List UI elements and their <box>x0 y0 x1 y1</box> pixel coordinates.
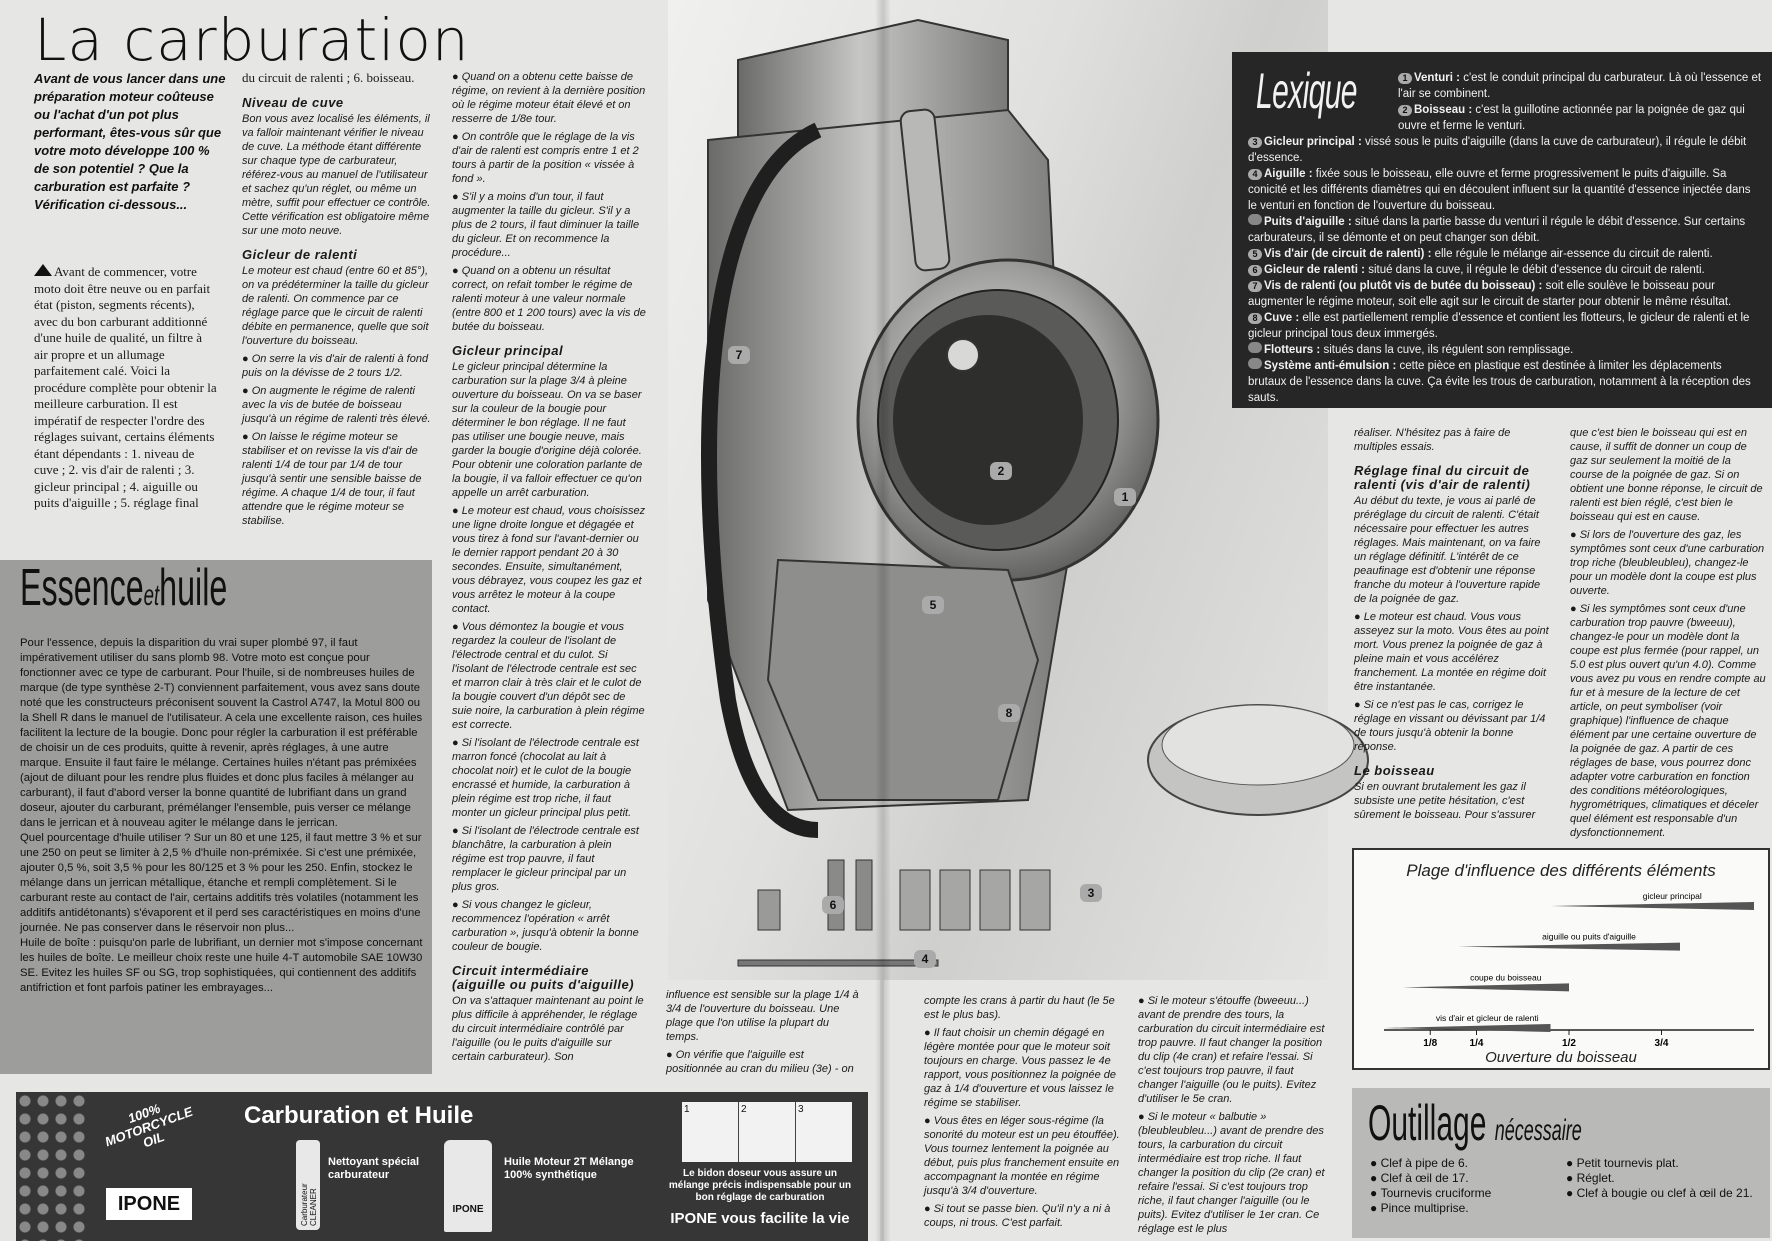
photo-label-1: 1 <box>1114 488 1136 506</box>
tool-item: ● Clef à bougie ou clef à œil de 21. <box>1566 1186 1766 1201</box>
influence-chart <box>1352 848 1770 1070</box>
carburetor-photo <box>668 0 1328 980</box>
banner-tagline: IPONE vous facilite la vie <box>670 1210 850 1227</box>
tool-item: ● Tournevis cruciforme <box>1370 1186 1560 1201</box>
tool-item: ● Clef à œil de 17. <box>1370 1171 1560 1186</box>
column-2-lead: du circuit de ralenti ; 6. boisseau. <box>242 70 415 85</box>
entry-number-icon: 3 <box>1248 137 1262 148</box>
bullet-item: ● Si l'isolant de l'électrode centrale est blanchâtre, la carburation à plein régime est trop pauvre, il faut remplacer le gicleur principal par un plus gros. <box>452 824 646 894</box>
carburetor-illustration <box>668 0 1328 980</box>
entry-definition: situé dans la cuve, il régule le débit d'essence du circuit de ralenti. <box>1368 264 1705 276</box>
step-2 <box>739 1102 796 1162</box>
entry-term: Puits d'aiguille : <box>1264 216 1352 228</box>
bullet-item: ● Si lors de l'ouverture des gaz, les symptômes sont ceux d'une carburation trop riche (bleubleubleu), changez-le pour un modèle dont la coupe est plus ouverte. <box>1570 528 1766 598</box>
heading-boisseau: Le boisseau <box>1354 763 1435 778</box>
bullet-item: ● Quand on a obtenu un résultat correct, on refait tomber le régime de ralenti moteur à une valeur normale (entre 800 et 1 200 tours) avec la vis de butée du boisseau. <box>452 264 646 334</box>
bullet-item: ● On contrôle que le réglage de la vis d'air de ralenti est compris entre 1 et 2 tours à partir de la position « vissée à fond ». <box>452 130 646 186</box>
paragraph: Le moteur est chaud (entre 60 et 85°), on va prédéterminer la taille du gicleur de ralenti. On commence par ce réglage parce que le circuit de ralenti débite en permanence, quelle que soit l'ouverture du boisseau. <box>242 265 429 347</box>
tool-item: ● Clef à pipe de 6. <box>1370 1156 1560 1171</box>
lexique-entry <box>1248 278 1762 310</box>
bullet-item: ● On serre la vis d'air de ralenti à fond puis on la dévisse de 2 tours 1/2. <box>242 352 432 380</box>
essence-huile-box <box>0 560 432 1074</box>
entry-number-icon: 1 <box>1398 73 1412 84</box>
ipone-logo <box>94 1102 204 1230</box>
paragraph: Quel pourcentage d'huile utiliser ? Sur un 80 et une 125, il faut mettre 3 % et sur une 250 on peut se limiter à 2,5 % d'huile non-prémixée. Si c'est une prémixée, ajouter 0,5 %, soit 3,5 % pour les 80/125 et 3 % pour les 250. Enfin, stockez le mélange dans un jerrican métallique, étanche et rempli complètement. Si le carburant reste au contact de l'air, certains additifs très volatiles (notamment les additifs antidétonants) s'évaporent et il perd ses caractéristiques en moins d'une journée. Ne pas conserver dans le réservoir non plus... <box>20 832 422 934</box>
heading-reglage-final: Réglage final du circuit de ralenti (vis d'air de ralenti) <box>1354 463 1531 492</box>
column-4 <box>666 988 862 1080</box>
steps-panel <box>682 1102 852 1162</box>
influence-bar <box>1403 983 1570 991</box>
paragraph: Au début du texte, je vous ai parlé de préréglage du circuit de ralenti. C'était nécessaire pour effectuer les autres réglages. Mais maintenant, on va faire un réglage définitif. L'intérêt de ce peaufinage est d'obtenir une réponse franche du moteur à l'ouverture rapide de la poignée de gaz. <box>1354 495 1541 605</box>
bullet-item: ● On augmente le régime de ralenti avec la vis de butée de boisseau jusqu'à un régime de ralenti très élevé. <box>242 384 432 426</box>
bullet-item: ● Si l'isolant de l'électrode centrale est marron foncé (chocolat au lait à chocolat noir) et le culot de la bougie encrassé et humide, la carburation à plein régime est trop riche, il faut monter un gicleur principal plus petit. <box>452 736 646 820</box>
paragraph: réaliser. N'hésitez pas à faire de multiples essais. <box>1354 427 1511 453</box>
photo-label-3: 3 <box>1080 884 1102 902</box>
column-3 <box>452 70 646 1068</box>
banner-title: Carburation et Huile <box>244 1102 474 1129</box>
bullet-item: ● On laisse le régime moteur se stabiliser et on revisse la vis d'air de ralenti 1/4 de tour par 1/4 de tour jusqu'à sentir une sensible baisse de régime. A chaque 1/4 de tour, il faut attendre que le régime moteur se stabilise. <box>242 430 432 528</box>
paragraph: Bon vous avez localisé les éléments, il va falloir maintenant vérifier le niveau de cuve. La méthode étant différente sur chaque type de carburateur, référez-vous au manuel de l'utilisateur et sachez qu'un réglet, ou même un mètre, suffit pour effectuer ce contrôle. Cette vérification est obligatoire même sur une moto neuve. <box>242 113 431 237</box>
photo-label-4: 4 <box>914 950 936 968</box>
lexique-box <box>1232 52 1772 408</box>
bullet-item: ● Le moteur est chaud. Vous vous asseyez sur la moto. Vous êtes au point mort. Vous prenez la poignée de gaz à pleine main et vous accélérez franchement. La montée en régime doit être instantanée. <box>1354 610 1550 694</box>
entry-definition: situé dans la partie basse du venturi il régule le débit d'essence. Sur certains carburateurs, il se démonte et on peut changer son débit. <box>1248 216 1746 244</box>
x-tick-label: 3/4 <box>1654 1038 1669 1049</box>
entry-term: Gicleur de ralenti : <box>1264 264 1365 276</box>
tool-list-right <box>1566 1156 1766 1201</box>
entry-number-icon: 4 <box>1248 169 1262 180</box>
bullet-item: ● On vérifie que l'aiguille est positionnée au cran du milieu (3e) - on <box>666 1048 862 1076</box>
column-1 <box>34 264 218 512</box>
ipone-logo-text: IPONE <box>106 1188 192 1220</box>
drop-cap-icon <box>34 264 52 276</box>
heading-niveau-cuve: Niveau de cuve <box>242 95 344 110</box>
bullet-item: ● Si tout se passe bien. Qu'il n'y a ni à coups, ni trous. C'est parfait. <box>924 1202 1120 1230</box>
lexique-list <box>1248 70 1762 406</box>
lexique-title: Lexique <box>1256 63 1357 119</box>
x-tick-label: 1/2 <box>1562 1038 1576 1049</box>
influence-bar <box>1551 902 1755 910</box>
column-6 <box>1138 994 1334 1240</box>
title-word: Essence <box>20 559 144 617</box>
lexique-entry <box>1248 262 1762 278</box>
column-1-text: Avant de commencer, votre moto doit être neuve ou en parfait état (piston, segments récents), avec du bon carburant additionné d'une huile de qualité, un filtre à air propre et un allumage parfaitement calé. Voici la procédure complète pour obtenir la meilleure carburation. Il est impératif de respecter l'ordre des réglages suivant, certains éléments étant dépendants : 1. niveau de cuve ; 2. vis d'air de ralenti ; 3. gicleur principal ; 4. aiguille ou puits d'aiguille ; 5. réglage final <box>34 264 217 510</box>
lexique-entry <box>1398 102 1762 134</box>
bullet-item: ● Si le moteur « balbutie » (bleubleubleu...) avant de prendre des tours, la carburation du circuit intermédiaire est trop riche. Il faut changer la position du clip (2e cran) et refaire l'essai. Si c'est toujours trop riche, il faut changer l'aiguille (ou le puits). Evitez d'utiliser le 1er cran. Ce réglage est le plus <box>1138 1110 1334 1236</box>
influence-bar <box>1458 943 1680 951</box>
entry-definition: situés dans la cuve, ils régulent son remplissage. <box>1323 344 1574 356</box>
influence-chart-svg <box>1354 850 1768 1068</box>
entry-number-icon <box>1248 214 1262 225</box>
tool-list-left <box>1370 1156 1560 1216</box>
bullet-item: ● Le moteur est chaud, vous choisissez une ligne droite longue et dégagée et vous tirez à fond sur l'avant-dernier ou le dernier rapport pendant 20 à 30 secondes. Ensuite, simultanément, vous débrayez, vous coupez les gaz et vous arrêtez le moteur à la coupe contact. <box>452 504 646 616</box>
essence-huile-text <box>20 636 424 996</box>
entry-term: Gicleur principal : <box>1264 136 1362 148</box>
paragraph: On va s'attaquer maintenant au point le plus difficile à appréhender, le réglage du circuit intermédiaire contrôlé par l'aiguille (ou le puits d'aiguille sur certain carburateur). Son <box>452 995 644 1063</box>
photo-label-7: 7 <box>728 346 750 364</box>
column-7 <box>1354 426 1550 826</box>
entry-term: Venturi : <box>1414 72 1461 84</box>
oil-bottle-icon <box>444 1140 492 1232</box>
column-8 <box>1570 426 1766 844</box>
entry-definition: c'est la guillotine actionnée par la poignée de gaz qui ouvre et ferme le venturi. <box>1398 104 1745 132</box>
heading-gicleur-principal: Gicleur principal <box>452 343 564 358</box>
entry-definition: elle régule le mélange air-essence du circuit de ralenti. <box>1434 248 1713 260</box>
title-word: et <box>143 579 160 612</box>
entry-definition: cette pièce en plastique est destinée à limiter les déplacements brutaux de l'essence dans la cuve. Ça évite les trous de carburation, notamment à la réception des sauts. <box>1248 360 1751 404</box>
lexique-entry <box>1248 246 1762 262</box>
paragraph: Le gicleur principal détermine la carburation sur la plage 3/4 à pleine ouverture du boisseau. On va se baser sur la couleur de la bougie pour déterminer le bon réglage. Il ne faut pas utiliser une bougie neuve, mais garder la bougie d'origine déjà colorée. Pour obtenir une coloration parlante de la bougie, il va falloir effectuer ce qu'on appelle un arrêt carburation. <box>452 361 643 499</box>
lexique-entry <box>1248 310 1762 342</box>
heading-circuit-intermediaire: Circuit intermédiaire (aiguille ou puits d'aiguille) <box>452 963 635 992</box>
series-label: vis d'air et gicleur de ralenti <box>1435 1013 1539 1023</box>
photo-label-8: 8 <box>998 704 1020 722</box>
outillage-box <box>1352 1088 1770 1238</box>
lexique-entry <box>1248 214 1762 246</box>
entry-term: Cuve : <box>1264 312 1300 324</box>
bullet-item: ● Quand on a obtenu cette baisse de régime, on revient à la dernière position où le régime moteur était élevé et on resserre de 1/8e tour. <box>452 70 646 126</box>
entry-definition: elle est partiellement remplie d'essence et contient les flotteurs, le gicleur de ralenti et le gicleur principal tous deux immergés. <box>1248 312 1750 340</box>
ipone-banner <box>16 1092 868 1241</box>
bullet-item: ● Si les symptômes sont ceux d'une carburation trop pauvre (bweeuu), changez-le pour un modèle dont la coupe est plus fermée (pour rappel, un 5.0 est plus ouvert qu'un 4.0). Comme vous avez pu vous en rendre compte au fur et à mesure de la lecture de cet article, on peut symboliser (voir graphique) l'influence de chaque élément par une certaine ouverture de la poignée de gaz. A partir de ces réglages de base, vous pourrez donc adapter votre carburation en fonction des conditions météorologiques, hygrométriques, climatiques et déceler quel élément est responsable d'un dysfonctionnement. <box>1570 602 1766 840</box>
lexique-entry <box>1248 342 1762 358</box>
bullet-item: ● Si vous changez le gicleur, recommencez l'opération « arrêt carburation », jusqu'à obtenir la bonne couleur de bougie. <box>452 898 646 954</box>
step-number: 1 <box>684 1104 690 1115</box>
tool-item: ● Réglet. <box>1566 1171 1766 1186</box>
entry-term: Flotteurs : <box>1264 344 1321 356</box>
title-word: nécessaire <box>1494 1114 1582 1147</box>
tool-item: ● Petit tournevis plat. <box>1566 1156 1766 1171</box>
outillage-title <box>1368 1094 1582 1152</box>
series-label: coupe du boisseau <box>1470 972 1542 983</box>
influence-bar <box>1384 1024 1551 1032</box>
x-axis-label: Ouverture du boisseau <box>1485 1049 1637 1066</box>
entry-definition: soit elle soulève le boisseau pour augmenter le régime moteur, soit elle agit sur le circuit de starter pour obtenir le même résultat. <box>1248 280 1732 308</box>
entry-number-icon: 8 <box>1248 313 1262 324</box>
entry-term: Boisseau : <box>1414 104 1473 116</box>
decor-dots <box>16 1092 86 1241</box>
bullet-item: ● Vous démontez la bougie et vous regardez la couleur de l'isolant de l'électrode central et du culot. Si l'isolant de l'électrode centrale est sec et marron clair à très clair et le culot de la bougie couvert d'un dépôt sec de suie noire, la carburation à plein régime est correcte. <box>452 620 646 732</box>
oil-label: Huile Moteur 2T Mélange 100% synthétique <box>504 1156 634 1181</box>
bullet-item: ● Si ce n'est pas le cas, corrigez le réglage en vissant ou dévissant par 1/4 de tours jusqu'à obtenir la bonne réponse. <box>1354 698 1550 754</box>
entry-term: Vis d'air (de circuit de ralenti) : <box>1264 248 1432 260</box>
paragraph: compte les crans à partir du haut (le 5e est le plus bas). <box>924 995 1115 1021</box>
motorcycle-oil-badge: 100% MOTORCYCLE OIL <box>102 1100 195 1151</box>
paragraph: influence est sensible sur la plage 1/4 à 3/4 de l'ouverture du boisseau. Une plage que l'on utilise la plupart du temps. <box>666 989 859 1043</box>
column-5 <box>924 994 1120 1234</box>
entry-definition: c'est le conduit principal du carburateur. Là où l'essence et l'air se combinent. <box>1398 72 1762 100</box>
title-word: Outillage <box>1368 1095 1487 1151</box>
paragraph: Pour l'essence, depuis la disparition du vrai super plombé 97, il faut impérativement utiliser du sans plomb 98. Votre moto est conçue pour fonctionner avec ce type de carburant. Pour l'huile, si de nombreuses huiles de marque (de type synthèse 2-T) conviennent parfaitement, vous avez sans doute noté que les constructeurs préconisent souvent la Castrol A747, la Motul 800 ou la Shell R dans le manuel de l'utilisateur. A cela une excellente raison, ces huiles facilitent la lecture de la bougie. Donc pour régler la carburation il est préférable de choisir un de ces produits, quitte à revenir, après réglages, à une autre marque. Ensuite il faut faire le mélange. Certaines huiles n'étant pas prémixées (ajout de diluant pour les rendre plus fluides et donc plus faciles à mélanger au carburant), il faut d'abord verser la bonne quantité de lubrifiant dans un grand doseur, ajouter du carburant, prémélanger l'ensemble, puis verser ce mélange dans le jerrican et à nouveau agiter le mélange dans le jerrican. <box>20 637 423 829</box>
step-number: 3 <box>798 1104 804 1115</box>
entry-number-icon <box>1248 342 1262 353</box>
entry-number-icon: 6 <box>1248 265 1262 276</box>
column-2 <box>242 70 432 532</box>
lexique-entry <box>1248 134 1762 166</box>
entry-definition: vissé sous le puits d'aiguille (dans la cuve de carburateur), il régule le débit d'essence. <box>1248 136 1747 164</box>
lexique-entry <box>1398 70 1762 102</box>
bullet-item: ● Il faut choisir un chemin dégagé en légère montée pour que le moteur soit toujours en charge. Vous passez le 4e rapport, vous positionnez la poignée de gaz à 1/4 d'ouverture et vous laissez le régime se stabiliser. <box>924 1026 1120 1110</box>
tool-item: ● Pince multiprise. <box>1370 1201 1560 1216</box>
step-1 <box>682 1102 739 1162</box>
oil-bottle-label: IPONE <box>452 1204 484 1215</box>
banner-description: Le bidon doseur vous assure un mélange précis indispensable pour un bon réglage de carburation <box>668 1168 852 1203</box>
lexique-entry <box>1248 358 1762 406</box>
title-word: huile <box>159 559 228 617</box>
photo-label-5: 5 <box>922 596 944 614</box>
entry-term: Aiguille : <box>1264 168 1313 180</box>
bullet-item: ● S'il y a moins d'un tour, il faut augmenter la taille du gicleur. S'il y a plus de 2 tours, il faut diminuer la taille du gicleur. Et on recommence la procédure... <box>452 190 646 260</box>
entry-term: Système anti-émulsion : <box>1264 360 1397 372</box>
x-tick-label: 1/8 <box>1423 1038 1438 1049</box>
paragraph: que c'est bien le boisseau qui est en cause, il suffit de donner un coup de gaz sur seulement la moitié de la course de la poignée de gaz. Si on obtient une bonne réponse, le circuit de ralenti est bien réglé, c'est bien le boisseau qui est en cause. <box>1570 427 1763 523</box>
x-tick-label: 1/4 <box>1469 1038 1484 1049</box>
series-label: gicleur principal <box>1642 891 1702 901</box>
paragraph: Huile de boîte : puisqu'on parle de lubrifiant, un dernier mot s'impose concernant les huiles de boîte. Le meilleur choix reste une huile 4-T automobile SAE 10W30 SE. Evitez les huiles SF ou SG, trop sophistiquées, qui contiennent des additifs antifriction et font parfois patiner les embrayages... <box>20 937 423 994</box>
entry-number-icon: 7 <box>1248 281 1262 292</box>
page-title: La carburation <box>34 6 470 74</box>
entry-number-icon <box>1248 358 1262 369</box>
photo-label-6: 6 <box>822 896 844 914</box>
bullet-item: ● Vous êtes en léger sous-régime (la sonorité du moteur est un peu étouffée). Vous tournez lentement la poignée au début, puis plus franchement ensuite en accompagnant la montée en régime jusqu'à 3/4 d'ouverture. <box>924 1114 1120 1198</box>
heading-gicleur-ralenti: Gicleur de ralenti <box>242 247 358 262</box>
essence-huile-title <box>20 558 227 618</box>
photo-label-2: 2 <box>990 462 1012 480</box>
bullet-item: ● Si le moteur s'étouffe (bweeuu...) avant de prendre des tours, la carburation du circuit intermédiaire est trop pauvre. Il faut changer la position du clip (4e cran) et refaire l'essai. Si c'est toujours trop pauvre, il faut changer l'aiguille (ou le puits). Evitez d'utiliser le 5e cran. <box>1138 994 1334 1106</box>
paragraph: Si en ouvrant brutalement les gaz il subsiste une petite hésitation, c'est sûrement le boisseau. Pour s'assurer <box>1354 781 1536 821</box>
entry-number-icon: 5 <box>1248 249 1262 260</box>
intro-text: Avant de vous lancer dans une préparation moteur coûteuse ou l'achat d'un pot plus performant, êtes-vous sûr que votre moto développe 100 % de son potentiel ? Que la carburation est parfaite ? Vérification ci-dessous... <box>34 71 226 212</box>
series-label: aiguille ou puits d'aiguille <box>1542 931 1636 942</box>
page-fold <box>876 0 890 1241</box>
entry-term: Vis de ralenti (ou plutôt vis de butée du boisseau) : <box>1264 280 1543 292</box>
entry-definition: fixée sous le boisseau, elle ouvre et ferme progressivement le puits d'aiguille. Sa conicité et les différents diamètres qui en découlent influent sur la quantité d'essence injectée dans le venturi en fonction de l'ouverture du boisseau. <box>1248 168 1751 212</box>
entry-number-icon: 2 <box>1398 105 1412 116</box>
lexique-entry <box>1248 166 1762 214</box>
cleaner-can-label: Carburateur CLEANER <box>300 1183 318 1226</box>
cleaner-label: Nettoyant spécial carburateur <box>328 1156 420 1181</box>
step-3 <box>796 1102 852 1162</box>
chart-title: Plage d'influence des différents éléments <box>1406 861 1716 880</box>
step-number: 2 <box>741 1104 747 1115</box>
